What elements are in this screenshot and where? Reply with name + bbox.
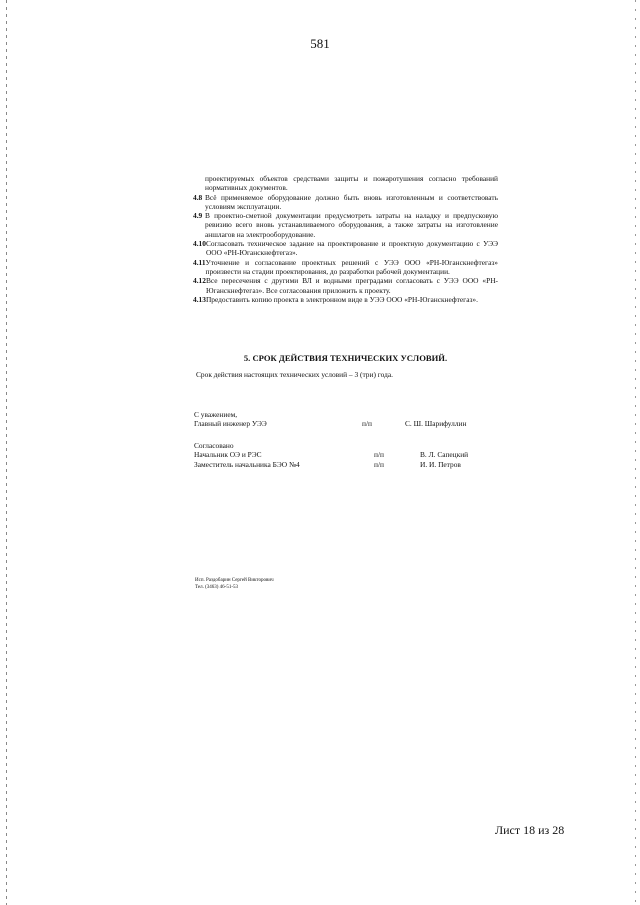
signature-mark: п/п	[374, 450, 384, 460]
item-number: 4.11	[193, 257, 206, 267]
list-item	[193, 193, 498, 212]
item-text: Уточнение и согласование проектных решений с УЭЭ ООО «РН-Юганскнефтегаз» произвести на стадии проектирования, до разработки рабочей документации.	[205, 257, 498, 276]
item-number: 4.8	[193, 192, 203, 202]
signature-block	[194, 410, 504, 469]
list-item-continuation	[193, 174, 498, 193]
list-item	[193, 276, 498, 295]
signer-name: С. Ш. Шарифуллин	[405, 419, 467, 429]
item-text: проектируемых объектов средствами защиты и пожаротушения согласно требований нормативных документов.	[205, 174, 498, 193]
signature-row-approver	[194, 450, 504, 460]
list-item	[193, 295, 498, 304]
page-edge-left	[6, 0, 7, 905]
requirements-list	[193, 174, 498, 304]
list-item	[193, 239, 498, 258]
item-text: Согласовать техническое задание на проектирование и проектную документацию с УЭЭ ООО «РН-Юганскнефтегаз».	[205, 239, 498, 258]
closing-greeting: С уважением,	[194, 410, 238, 419]
list-item	[193, 211, 498, 239]
page-number: 581	[310, 36, 330, 51]
signature-mark: п/п	[362, 419, 372, 429]
section-title: 5. СРОК ДЕЙСТВИЯ ТЕХНИЧЕСКИХ УСЛОВИЙ.	[243, 353, 448, 363]
validity-text: Срок действия настоящих технических условий – 3 (три) года.	[196, 370, 393, 379]
item-number: 4.13	[193, 294, 206, 304]
signer-name: И. И. Петров	[420, 459, 461, 469]
executor-info	[195, 578, 274, 591]
executor-name: Исп. Раздобарин Сергей Викторович	[195, 578, 274, 583]
signer-name: В. Л. Сапецкий	[420, 450, 469, 460]
signer-role: Заместитель начальника БЭО №4	[194, 459, 300, 469]
item-number: 4.9	[193, 211, 203, 221]
executor-phone: Тел. (3463) 46-51-53	[195, 584, 238, 590]
sheet-number: Лист 18 из 28	[495, 823, 565, 837]
approval-label: Согласовано	[194, 440, 234, 450]
item-text: Предоставить копию проекта в электронном виде в УЭЭ ООО «РН-Юганскнефтегаз».	[205, 294, 478, 304]
item-text: Всё применяемое оборудование должно быть вновь изготовленным и соответствовать условиям эксплуатации.	[205, 192, 498, 211]
item-text: В проектно-сметной документации предусмотреть затраты на наладку и предпусковую ревизию всего вновь устанавливаемого оборудования, а также затраты на изготовление аншлагов на электрооборудование.	[205, 211, 498, 239]
signature-row-approver	[194, 460, 504, 470]
signer-role: Главный инженер УЭЭ	[194, 419, 267, 429]
signature-mark: п/п	[374, 459, 384, 469]
item-number: 4.10	[193, 239, 206, 249]
page-edge-right	[635, 0, 636, 905]
item-number: 4.12	[193, 276, 206, 286]
item-text: Все пересечения с другими ВЛ и водными преградами согласовать с УЭЭ ООО «РН-Юганскнефтегаз». Все согласования приложить к проекту.	[205, 276, 498, 295]
signature-row-chief	[194, 419, 504, 429]
signer-role: Начальник ОЭ и РЭС	[194, 450, 262, 460]
list-item	[193, 258, 498, 277]
